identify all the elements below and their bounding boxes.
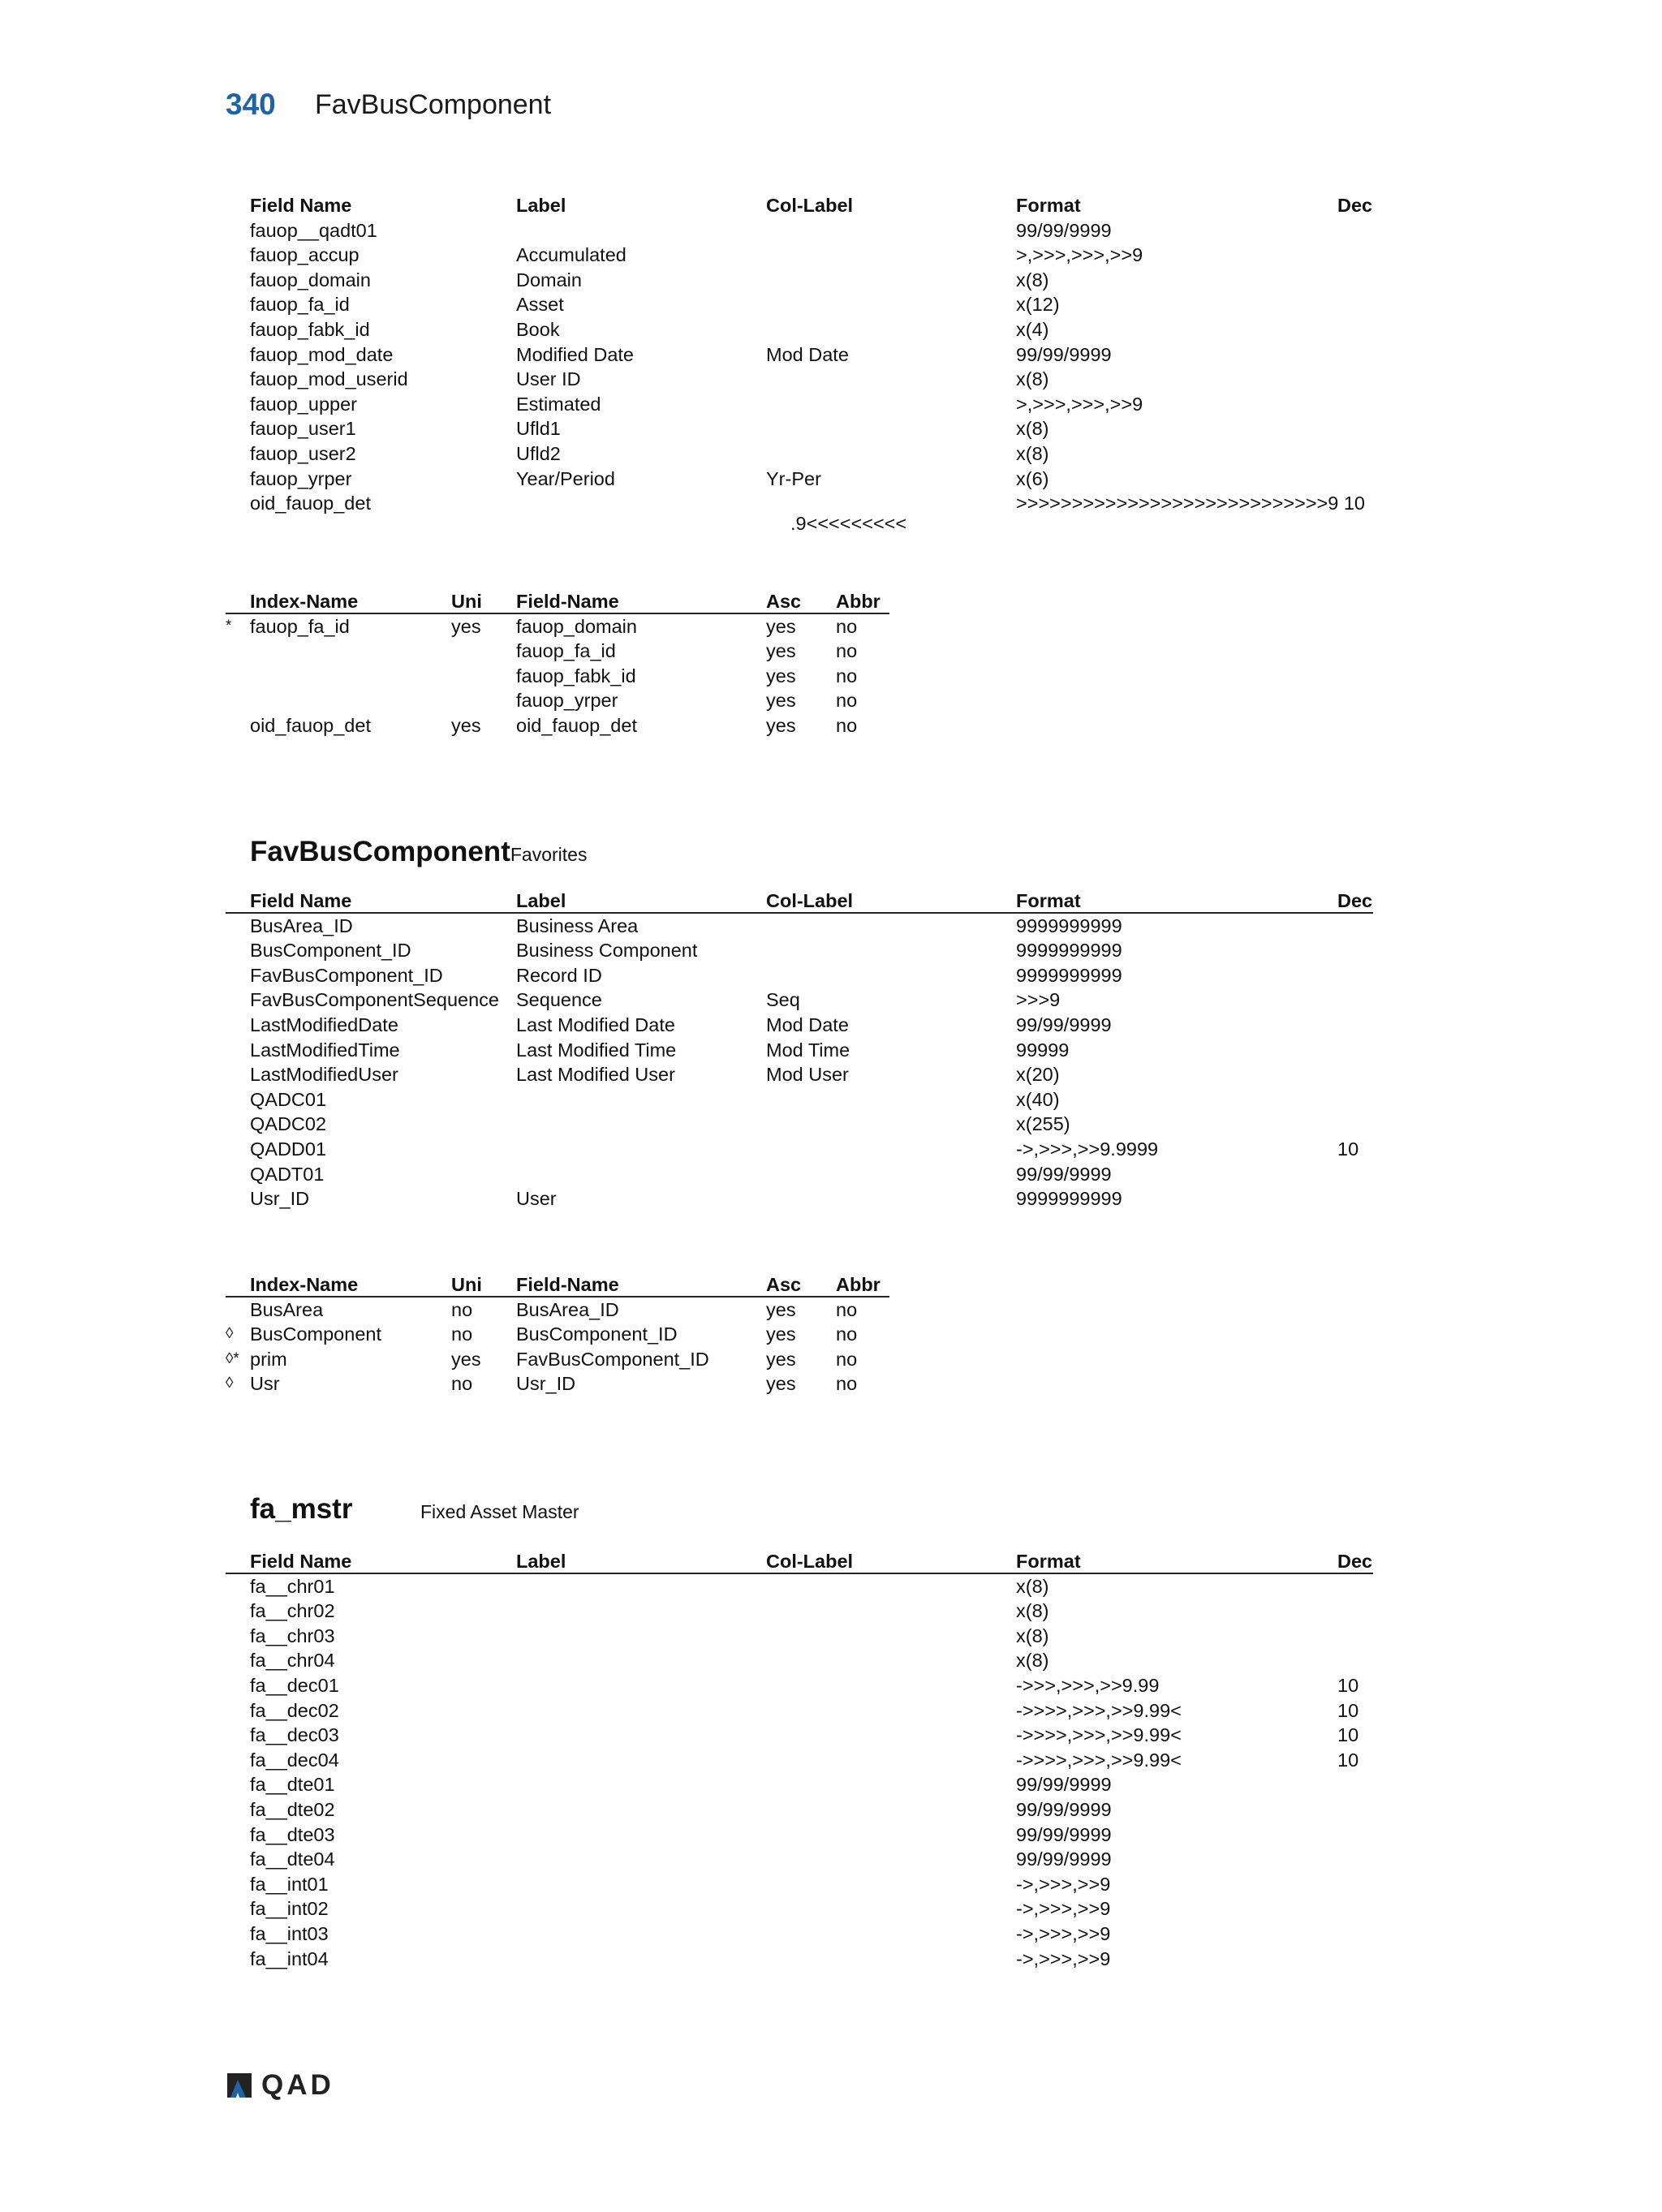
index-cell: no [451,1323,473,1345]
table-cell: fa__chr02 [250,1600,335,1622]
table-cell: FavBusComponent_ID [250,964,443,986]
table-cell: x(6) [1016,467,1049,489]
table-row [226,1823,1373,1848]
column-header: Field Name [250,1551,352,1572]
index-cell: oid_fauop_det [250,714,371,736]
table-cell: 10 [1337,1138,1359,1160]
index-cell: yes [766,1298,796,1320]
table-cell: >,>>>,>>>,>>9 [1016,244,1143,266]
table-cell: Mod Date [766,343,849,365]
index-cell: prim [250,1348,287,1370]
column-header: Label [516,195,566,216]
index-row [226,688,889,713]
table-cell: Record ID [516,964,602,986]
table-cell: fa__int04 [250,1947,329,1969]
table-cell: Mod User [766,1064,849,1086]
table-cell: fa__dte03 [250,1823,335,1845]
table-row [226,1896,1373,1922]
index-cell: yes [766,640,796,662]
table-cell: Seq [766,989,800,1011]
table-cell: Ufld1 [516,418,561,440]
table-cell: fa__chr03 [250,1625,335,1646]
table-cell: ->,>>>,>>9 [1016,1922,1111,1944]
index-cell: Usr_ID [516,1373,576,1395]
table-header [226,193,1373,218]
table-row [226,1723,1373,1748]
column-header: Format [1016,890,1081,911]
column-header: Field-Name [516,1274,619,1295]
table-row [226,1087,1373,1112]
favbus-index-table [226,1272,889,1396]
index-marker: ◊* [226,1349,239,1367]
table-cell: x(8) [1016,418,1049,440]
table-cell: fauop_upper [250,393,357,415]
running-head: FavBusComponent [315,89,552,120]
column-header: Label [516,1551,566,1572]
column-header: Dec [1337,195,1373,216]
table-cell: ->,>>>,>>9.9999 [1016,1138,1159,1160]
table-cell: x(20) [1016,1064,1060,1086]
table-cell: Mod Time [766,1039,850,1061]
index-cell: no [836,1348,858,1370]
column-header: Index-Name [250,591,359,612]
column-header: Uni [451,1274,482,1295]
index-row [226,1347,889,1372]
index-marker: * [226,617,232,635]
table-cell: 99/99/9999 [1016,1798,1112,1820]
table-cell: ->>>>,>>>,>>9.99< [1016,1724,1182,1746]
table-row [226,317,1373,342]
table-cell: Yr-Per [766,467,821,489]
table-cell: fauop_fa_id [250,294,350,316]
index-cell: yes [451,615,481,637]
table-row [226,1947,1373,1972]
table-row [226,1062,1373,1087]
table-row [226,1162,1373,1187]
table-row [226,441,1373,467]
index-cell: fauop_yrper [516,690,618,712]
table-row [226,1599,1373,1624]
table-cell: Last Modified User [516,1064,675,1086]
table-cell: fa__dte04 [250,1848,335,1870]
table-cell: 10 [1337,1749,1359,1771]
table-cell: 9999999999 [1016,940,1122,962]
column-header: Label [516,890,566,911]
table-cell: fauop_user1 [250,418,356,440]
table-cell: ->>>>,>>>,>>9.99< [1016,1699,1182,1721]
table-cell: 9999999999 [1016,914,1122,936]
table-cell: QADC02 [250,1113,327,1135]
table-cell: LastModifiedUser [250,1064,398,1086]
table-cell: fauop_user2 [250,442,356,464]
format-continuation: .9<<<<<<<<< [790,513,907,534]
table-cell: x(8) [1016,1600,1049,1622]
column-header: Format [1016,195,1081,216]
index-cell: no [836,1298,858,1320]
table-cell: fa__chr04 [250,1650,335,1672]
table-row [226,1748,1373,1773]
table-row [226,1847,1373,1872]
index-cell: oid_fauop_det [516,714,637,736]
table-cell: BusComponent_ID [250,940,411,962]
table-cell: fa__dte01 [250,1774,335,1796]
table-row [226,467,1373,492]
index-cell: no [836,615,858,637]
table-cell: fauop_domain [250,269,371,290]
table-row [226,1673,1373,1698]
table-cell: LastModifiedTime [250,1039,400,1061]
table-cell: >,>>>,>>>,>>9 [1016,393,1143,415]
index-cell: no [836,690,858,712]
table-cell: Business Component [516,940,698,962]
table-row [226,1872,1373,1897]
column-header: Col-Label [766,195,854,216]
section-title-favbuscomponent [250,836,587,868]
index-cell: BusComponent_ID [516,1323,678,1345]
table-cell: BusArea_ID [250,914,353,936]
index-row [226,1322,889,1347]
table-cell: fa__chr01 [250,1575,335,1597]
table-row [226,988,1373,1013]
index-cell: no [451,1373,473,1395]
index-cell: yes [766,714,796,736]
column-header: Asc [766,1274,802,1295]
table-row [226,292,1373,317]
table-header [226,1549,1373,1574]
index-cell: yes [766,1373,796,1395]
table-cell: fa__int03 [250,1922,329,1944]
table-cell: Ufld2 [516,442,561,464]
table-cell: Estimated [516,393,601,415]
fa-mstr-field-table [226,1549,1373,1971]
table-cell: Mod Date [766,1013,849,1035]
table-cell: FavBusComponentSequence [250,989,500,1011]
table-cell: ->,>>>,>>9 [1016,1898,1111,1920]
table-cell: x(8) [1016,442,1049,464]
index-header [226,589,889,614]
table-cell: fauop_yrper [250,467,352,489]
table-cell: >>>9 [1016,989,1061,1011]
table-row [226,914,1373,939]
table-cell: Last Modified Time [516,1039,677,1061]
index-cell: fauop_fa_id [516,640,616,662]
index-cell: no [451,1298,473,1320]
table-row [226,342,1373,368]
table-cell: 99/99/9999 [1016,219,1112,241]
section-description-fa-mstr: Fixed Asset Master [420,1501,579,1522]
table-cell: fauop_mod_date [250,343,394,365]
index-row [226,1371,889,1396]
table-row [226,1013,1373,1038]
table-cell: 99/99/9999 [1016,1163,1112,1185]
table-description: Favorites [510,844,588,865]
index-row [226,614,889,639]
index-cell: no [836,1323,858,1345]
table-row [226,243,1373,268]
index-cell: fauop_domain [516,615,637,637]
column-header: Field Name [250,890,352,911]
table-cell: fauop_mod_userid [250,368,408,390]
table-cell: >>>>>>>>>>>>>>>>>>>>>>>>>>>>9 10 [1016,493,1365,514]
index-row [226,713,889,738]
index-row [226,639,889,664]
table-row [226,392,1373,417]
qad-logo-text: QAD [261,2069,334,2101]
column-header: Abbr [836,1274,881,1295]
table-cell: ->,>>>,>>9 [1016,1947,1111,1969]
section-title-fa-mstr: fa_mstr [250,1493,353,1525]
fauop-field-table [226,193,1373,516]
table-cell: Modified Date [516,343,634,365]
table-row [226,1038,1373,1063]
index-cell: yes [766,615,796,637]
table-cell: x(8) [1016,269,1049,290]
index-cell: no [836,640,858,662]
column-header: Field-Name [516,591,619,612]
table-row [226,1186,1373,1211]
index-row [226,1298,889,1323]
table-row [226,268,1373,293]
table-row [226,1698,1373,1724]
table-cell: 9999999999 [1016,964,1122,986]
table-cell: Usr_ID [250,1188,310,1210]
table-cell: 10 [1337,1724,1359,1746]
table-cell: QADD01 [250,1138,327,1160]
table-cell: 99/99/9999 [1016,1774,1112,1796]
table-cell: 99/99/9999 [1016,1013,1112,1035]
table-cell: ->>>>,>>>,>>9.99< [1016,1749,1182,1771]
index-cell: fauop_fabk_id [516,665,636,686]
index-cell: no [836,665,858,686]
table-cell: QADT01 [250,1163,325,1185]
table-cell: x(8) [1016,1575,1049,1597]
table-cell: 99/99/9999 [1016,1848,1112,1870]
table-cell: Book [516,318,560,340]
index-cell: fauop_fa_id [250,615,350,637]
table-cell: oid_fauop_det [250,493,371,514]
table-name: FavBusComponent [250,836,510,867]
table-cell: x(8) [1016,368,1049,390]
index-cell: no [836,714,858,736]
table-cell: Domain [516,269,582,290]
table-cell: fauop_fabk_id [250,318,370,340]
table-cell: 99/99/9999 [1016,343,1112,365]
fauop-index-table [226,589,889,738]
table-cell: Asset [516,294,564,316]
table-cell: fa__dte02 [250,1798,335,1820]
table-cell: fauop__qadt01 [250,219,377,241]
page-number: 340 [226,88,276,121]
column-header: Uni [451,591,482,612]
index-cell: BusArea [250,1298,324,1320]
table-cell: Accumulated [516,244,626,266]
table-row [226,416,1373,441]
index-cell: no [836,1373,858,1395]
table-row [226,1648,1373,1673]
table-cell: 10 [1337,1699,1359,1721]
qad-logo-icon [224,2072,255,2099]
table-cell: Business Area [516,914,639,936]
index-cell: yes [766,665,796,686]
column-header: Index-Name [250,1274,359,1295]
table-cell: 99999 [1016,1039,1070,1061]
table-cell: Sequence [516,989,602,1011]
index-header [226,1272,889,1298]
table-cell: 10 [1337,1674,1359,1696]
table-cell: fauop_accup [250,244,360,266]
index-cell: yes [766,1323,796,1345]
column-header: Format [1016,1551,1081,1572]
table-cell: User ID [516,368,581,390]
index-cell: yes [766,1348,796,1370]
table-cell: x(4) [1016,318,1049,340]
table-cell: LastModifiedDate [250,1013,398,1035]
table-row [226,1137,1373,1162]
index-cell: Usr [250,1373,280,1395]
table-cell: 9999999999 [1016,1188,1122,1210]
table-cell: Last Modified Date [516,1013,675,1035]
column-header: Abbr [836,591,881,612]
table-cell: QADC01 [250,1088,327,1110]
column-header: Dec [1337,1551,1373,1572]
index-cell: BusArea_ID [516,1298,619,1320]
index-row [226,664,889,689]
index-cell: yes [451,714,481,736]
table-cell: fa__int01 [250,1873,329,1895]
table-row [226,367,1373,392]
index-cell: FavBusComponent_ID [516,1348,709,1370]
table-cell: x(255) [1016,1113,1070,1135]
table-row [226,938,1373,963]
table-cell: User [516,1188,557,1210]
column-header: Dec [1337,890,1373,911]
table-row [226,1112,1373,1137]
table-cell: fa__dec02 [250,1699,339,1721]
table-cell: x(12) [1016,294,1060,316]
table-cell: x(8) [1016,1625,1049,1646]
table-row [226,1624,1373,1649]
table-cell: fa__dec04 [250,1749,339,1771]
table-row [226,1922,1373,1947]
table-cell: x(40) [1016,1088,1060,1110]
table-cell: fa__int02 [250,1898,329,1920]
table-row [226,1574,1373,1599]
column-header: Asc [766,591,802,612]
qad-logo [224,2069,334,2102]
column-header: Col-Label [766,890,854,911]
index-cell: yes [451,1348,481,1370]
table-row [226,1772,1373,1797]
table-cell: fa__dec03 [250,1724,339,1746]
table-cell: Year/Period [516,467,615,489]
table-row [226,1797,1373,1823]
table-row [226,218,1373,243]
index-marker: ◊ [226,1375,234,1392]
table-cell: fa__dec01 [250,1674,339,1696]
table-cell: x(8) [1016,1650,1049,1672]
index-cell: BusComponent [250,1323,381,1345]
table-cell: ->,>>>,>>9 [1016,1873,1111,1895]
favbus-field-table [226,889,1373,1211]
index-marker: ◊ [226,1325,234,1343]
table-cell: ->>>,>>>,>>9.99 [1016,1674,1160,1696]
table-cell: 99/99/9999 [1016,1823,1112,1845]
table-row [226,963,1373,988]
index-cell: yes [766,690,796,712]
column-header: Col-Label [766,1551,854,1572]
column-header: Field Name [250,195,352,216]
table-header [226,889,1373,914]
